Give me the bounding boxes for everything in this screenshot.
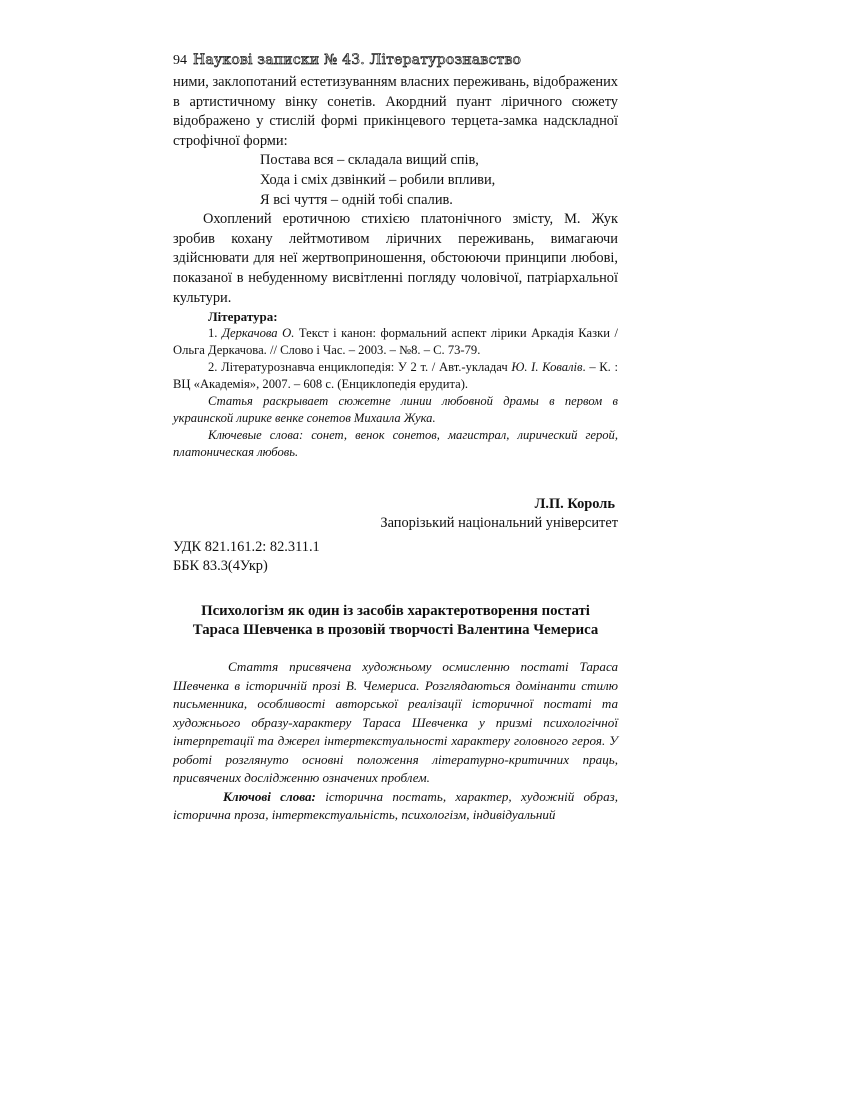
- page-number: 94: [173, 53, 187, 68]
- paragraph-1: ними, заклопотаний естетизуванням власних переживань, відображених в артистичному вінку сонетів. Акордний пуант ліричного сюжету відображено у стислій формі прикінцевого терцета-замка надскладної строфічної форми:: [173, 74, 618, 149]
- bbk-code: ББК 83.3(4Укр): [173, 558, 268, 575]
- running-header: [173, 50, 618, 71]
- article-abstract: Стаття присвячена художньому осмисленню постаті Тараса Шевченка в історичній прозі В. Чемериса. Розглядаються домінанти стилю письменника, особливості авторської реалізації історичної постаті та художнього образу-характеру Тараса Шевченка у призмі психологічної інтерпретації та джерел інтертекстуальності характеру головного героя. У роботі розглянуто основні положення літературно-критичних праць, присвячених дослідженню означених проблем.: [173, 659, 618, 786]
- reference-text: Текст і канон: формальний аспект лірики Аркадія Казки / Ольга Деркачова. // Слово і Час. – 2003. – №8. – С. 73-79.: [173, 326, 618, 358]
- keywords-text: історична постать, характер, художній образ, історична проза, інтертекстуальність, психологізм, індивідуальний: [173, 788, 618, 823]
- author-affiliation: Запорізький національний університет: [380, 515, 618, 532]
- keywords-label: Ключові слова:: [223, 788, 316, 804]
- literature-heading: Література:: [208, 309, 278, 325]
- article-title-line: Тараса Шевченка в прозовій творчості Валентина Чемериса: [192, 622, 599, 639]
- document-page: [173, 50, 618, 825]
- verse-line: Хода і сміх дзвінкий – робили впливи,: [260, 171, 496, 188]
- reference-text: 2. Літературознавча енциклопедія: У 2 т. / Авт.-укладач: [208, 360, 512, 375]
- article-title: [173, 602, 618, 640]
- verse-block: [173, 151, 618, 210]
- journal-title: Наукові записки № 43. Літературознавство: [193, 52, 522, 68]
- reference-text: . – К. : ВЦ «Академія», 2007. – 608 с. (Енциклопедія ерудита).: [173, 360, 618, 392]
- udk-code: УДК 821.161.2: 82.311.1: [173, 539, 320, 556]
- paragraph-2: Охоплений еротичною стихією платонічного змісту, М. Жук зробив кохану лейтмотивом ліричних переживань, вимагаючи здійснювати для неї жертвоприношення, обстоюючи принципи любові, показаної в небуденному висвітленні поглядy чоловічої, патріархальної культури.: [173, 211, 618, 306]
- article-keywords: [173, 788, 618, 825]
- reference-author: Деркачова О.: [221, 326, 295, 341]
- reference-editor: Ю. І. Ковалів: [511, 360, 583, 375]
- verse-line: Я всі чуття – одній тобі спалив.: [260, 191, 453, 208]
- article-title-line: Психологізм як один із засобів характеротворення постаті: [201, 603, 590, 620]
- verse-line: Постава вся – складала вищий спів,: [260, 152, 479, 169]
- reference-number: 1.: [208, 326, 222, 341]
- article-author: Л.П. Король: [534, 496, 615, 513]
- summary-russian: Статья раскрывает сюжетне линии любовной драмы в первом в украинской лирике венке сонетов Михаила Жука.: [173, 394, 618, 426]
- keywords-russian: Ключевые слова: сонет, венок сонетов, магистрал, лирический герой, платоническая любовь.: [173, 428, 618, 460]
- reference-2: [173, 359, 618, 393]
- reference-1: [173, 325, 618, 359]
